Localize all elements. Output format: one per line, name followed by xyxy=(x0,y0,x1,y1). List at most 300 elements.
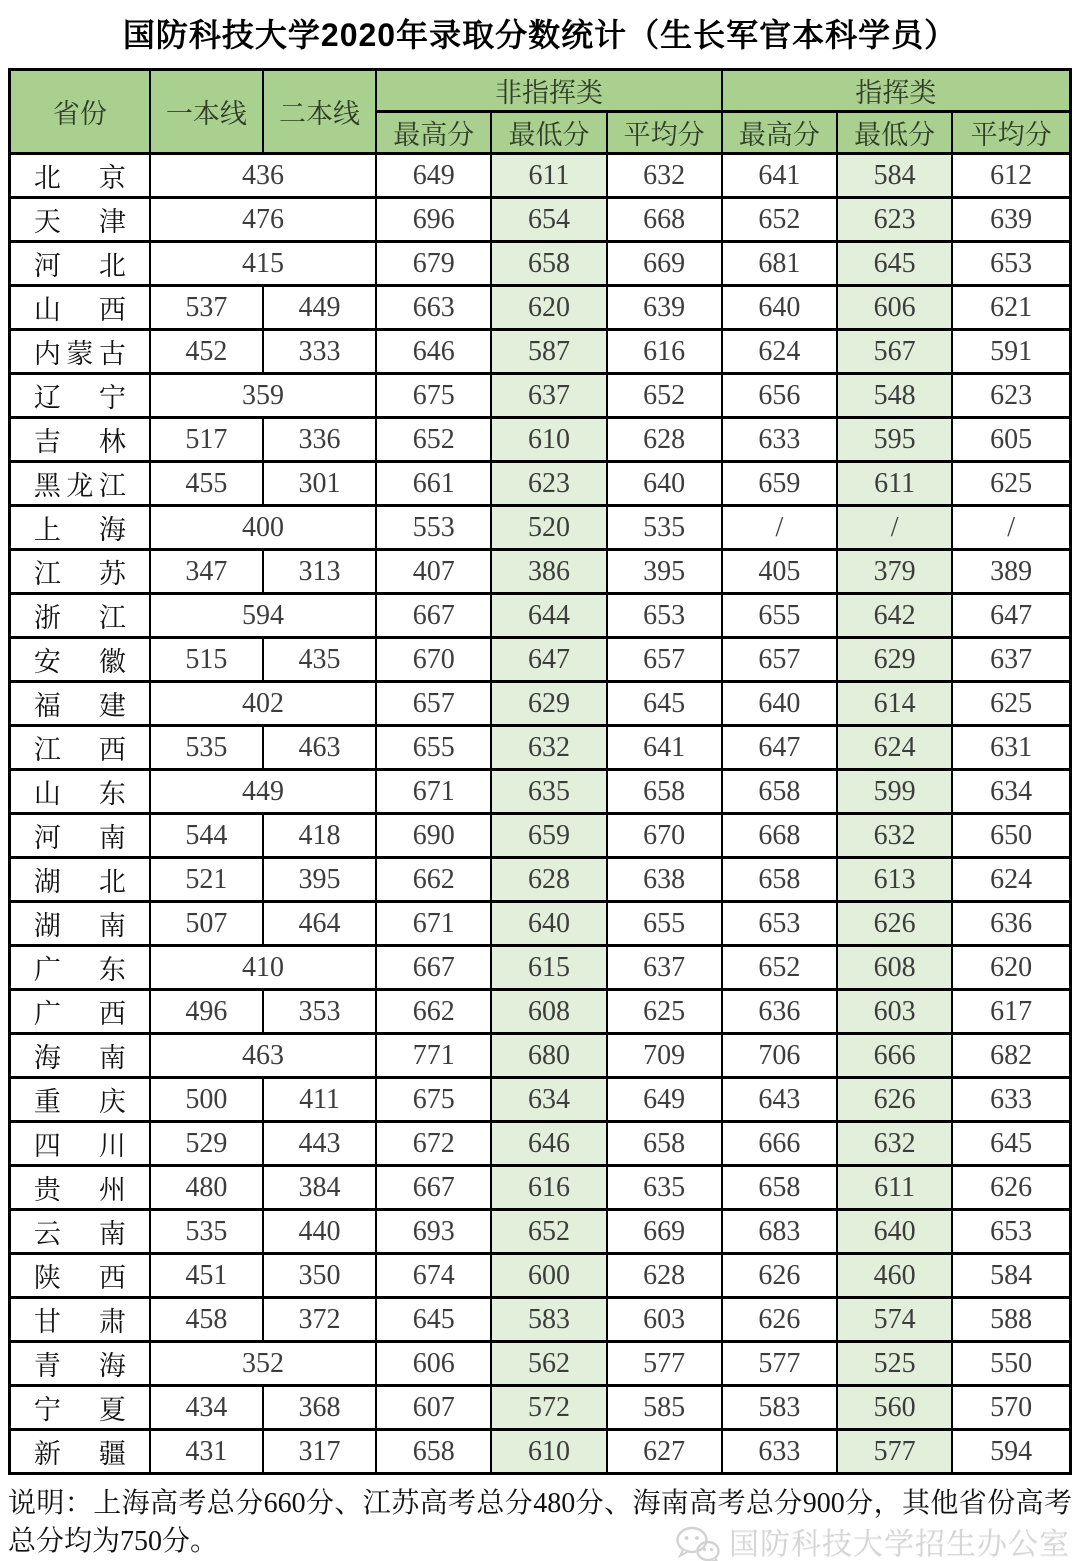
table-row xyxy=(10,1166,1071,1210)
score-cell: 641 xyxy=(722,154,837,198)
province-cell xyxy=(10,286,150,330)
score-cell: 626 xyxy=(837,1078,952,1122)
header-c-avg: 平均分 xyxy=(952,112,1070,154)
province-name: 宁夏 xyxy=(33,1395,126,1425)
score-cell: 605 xyxy=(952,418,1070,462)
score-cell: 683 xyxy=(722,1210,837,1254)
score-cell: 771 xyxy=(376,1034,491,1078)
watermark xyxy=(675,1525,1070,1561)
line2-cell: 440 xyxy=(263,1210,376,1254)
score-cell: 654 xyxy=(491,198,606,242)
province-cell xyxy=(10,1386,150,1430)
score-cell: 639 xyxy=(607,286,722,330)
score-cell: 614 xyxy=(837,682,952,726)
score-cell: 658 xyxy=(722,770,837,814)
score-cell: 606 xyxy=(376,1342,491,1386)
line1-cell: 535 xyxy=(150,1210,263,1254)
score-cell: 623 xyxy=(491,462,606,506)
table-row xyxy=(10,330,1071,374)
score-cell: / xyxy=(837,506,952,550)
line2-cell: 395 xyxy=(263,858,376,902)
score-cell: 520 xyxy=(491,506,606,550)
line2-cell: 336 xyxy=(263,418,376,462)
province-cell xyxy=(10,550,150,594)
province-name: 浙江 xyxy=(33,603,126,633)
score-cell: 653 xyxy=(722,902,837,946)
score-cell: 407 xyxy=(376,550,491,594)
table-row xyxy=(10,1430,1071,1474)
score-cell: 637 xyxy=(491,374,606,418)
score-cell: 647 xyxy=(952,594,1070,638)
score-cell: 632 xyxy=(607,154,722,198)
score-cell: 616 xyxy=(491,1166,606,1210)
province-name: 海南 xyxy=(33,1043,126,1073)
score-cell: 640 xyxy=(607,462,722,506)
province-cell xyxy=(10,1254,150,1298)
line2-cell: 443 xyxy=(263,1122,376,1166)
score-cell: 625 xyxy=(952,462,1070,506)
score-cell: 608 xyxy=(491,990,606,1034)
score-cell: 637 xyxy=(952,638,1070,682)
line2-cell: 333 xyxy=(263,330,376,374)
score-cell: 570 xyxy=(952,1386,1070,1430)
province-cell xyxy=(10,946,150,990)
score-cell: 627 xyxy=(607,1430,722,1474)
score-cell: 610 xyxy=(491,1430,606,1474)
score-cell: 525 xyxy=(837,1342,952,1386)
score-cell: 633 xyxy=(722,1430,837,1474)
province-cell xyxy=(10,990,150,1034)
table-row xyxy=(10,770,1071,814)
score-cell: 628 xyxy=(607,418,722,462)
line1-cell: 521 xyxy=(150,858,263,902)
province-name: 辽宁 xyxy=(33,383,126,413)
line2-cell: 353 xyxy=(263,990,376,1034)
score-cell: 669 xyxy=(607,1210,722,1254)
score-cell: 574 xyxy=(837,1298,952,1342)
score-cell: 646 xyxy=(491,1122,606,1166)
province-cell xyxy=(10,1342,150,1386)
province-name: 河南 xyxy=(33,823,126,853)
province-cell xyxy=(10,1034,150,1078)
line2-cell: 384 xyxy=(263,1166,376,1210)
score-cell: 675 xyxy=(376,374,491,418)
score-cell: 567 xyxy=(837,330,952,374)
score-cell: / xyxy=(952,506,1070,550)
header-c-max: 最高分 xyxy=(722,112,837,154)
score-cell: 611 xyxy=(837,462,952,506)
province-cell xyxy=(10,506,150,550)
table-row xyxy=(10,1298,1071,1342)
score-cell: 658 xyxy=(607,770,722,814)
score-cell: 667 xyxy=(376,1166,491,1210)
line2-cell: 368 xyxy=(263,1386,376,1430)
score-cell: 635 xyxy=(491,770,606,814)
table-row xyxy=(10,682,1071,726)
scores-table xyxy=(8,68,1072,1475)
score-cell: 682 xyxy=(952,1034,1070,1078)
score-cell: 644 xyxy=(491,594,606,638)
score-cell: 611 xyxy=(491,154,606,198)
line2-cell: 435 xyxy=(263,638,376,682)
province-name: 陕西 xyxy=(33,1263,126,1293)
province-name: 山西 xyxy=(33,295,126,325)
score-cell: 616 xyxy=(607,330,722,374)
province-name: 青海 xyxy=(33,1351,126,1381)
score-cell: / xyxy=(722,506,837,550)
score-cell: 572 xyxy=(491,1386,606,1430)
score-cell: 632 xyxy=(837,814,952,858)
province-cell xyxy=(10,1430,150,1474)
score-cell: 663 xyxy=(376,286,491,330)
line1-cell: 500 xyxy=(150,1078,263,1122)
score-cell: 645 xyxy=(376,1298,491,1342)
score-cell: 662 xyxy=(376,990,491,1034)
score-cell: 661 xyxy=(376,462,491,506)
line2-cell: 411 xyxy=(263,1078,376,1122)
line1-cell: 544 xyxy=(150,814,263,858)
score-cell: 652 xyxy=(376,418,491,462)
line1-cell: 517 xyxy=(150,418,263,462)
table-row xyxy=(10,1254,1071,1298)
score-cell: 591 xyxy=(952,330,1070,374)
score-cell: 640 xyxy=(722,682,837,726)
line1-cell: 496 xyxy=(150,990,263,1034)
score-cell: 628 xyxy=(607,1254,722,1298)
score-cell: 583 xyxy=(491,1298,606,1342)
line2-cell: 317 xyxy=(263,1430,376,1474)
score-cell: 649 xyxy=(607,1078,722,1122)
score-cell: 405 xyxy=(722,550,837,594)
score-cell: 636 xyxy=(722,990,837,1034)
score-cell: 662 xyxy=(376,858,491,902)
line2-cell: 464 xyxy=(263,902,376,946)
table-header xyxy=(10,70,1071,154)
score-cell: 621 xyxy=(952,286,1070,330)
table-row xyxy=(10,1034,1071,1078)
line2-cell: 350 xyxy=(263,1254,376,1298)
score-cell: 667 xyxy=(376,946,491,990)
score-cell: 585 xyxy=(607,1386,722,1430)
score-cell: 647 xyxy=(491,638,606,682)
score-cell: 634 xyxy=(952,770,1070,814)
score-cell: 386 xyxy=(491,550,606,594)
score-cell: 623 xyxy=(952,374,1070,418)
table-row xyxy=(10,1210,1071,1254)
note-text: 说明：上海高考总分660分、江苏高考总分480分、海南高考总分900分，其他省份高考总分均为750分。 xyxy=(8,1488,1072,1557)
score-cell: 638 xyxy=(607,858,722,902)
province-name: 四川 xyxy=(33,1131,126,1161)
header-group-command: 指挥类 xyxy=(722,70,1071,112)
line2-cell: 449 xyxy=(263,286,376,330)
score-cell: 633 xyxy=(952,1078,1070,1122)
score-cell: 650 xyxy=(952,814,1070,858)
table-row xyxy=(10,858,1071,902)
header-c-min: 最低分 xyxy=(837,112,952,154)
merged-line-cell: 449 xyxy=(150,770,376,814)
score-cell: 671 xyxy=(376,902,491,946)
score-cell: 642 xyxy=(837,594,952,638)
province-name: 湖南 xyxy=(33,911,126,941)
score-cell: 634 xyxy=(491,1078,606,1122)
score-cell: 706 xyxy=(722,1034,837,1078)
score-cell: 653 xyxy=(952,242,1070,286)
score-cell: 379 xyxy=(837,550,952,594)
score-cell: 640 xyxy=(837,1210,952,1254)
province-name: 安徽 xyxy=(33,647,126,677)
score-cell: 395 xyxy=(607,550,722,594)
score-cell: 658 xyxy=(722,1166,837,1210)
line1-cell: 507 xyxy=(150,902,263,946)
header-line2: 二本线 xyxy=(263,70,376,154)
score-cell: 655 xyxy=(722,594,837,638)
score-cell: 668 xyxy=(607,198,722,242)
line1-cell: 451 xyxy=(150,1254,263,1298)
province-name: 云南 xyxy=(33,1219,126,1249)
score-cell: 583 xyxy=(722,1386,837,1430)
score-cell: 666 xyxy=(837,1034,952,1078)
province-cell xyxy=(10,814,150,858)
score-cell: 607 xyxy=(376,1386,491,1430)
province-cell xyxy=(10,1122,150,1166)
score-cell: 652 xyxy=(722,198,837,242)
province-name: 山东 xyxy=(33,779,126,809)
score-cell: 671 xyxy=(376,770,491,814)
province-cell xyxy=(10,770,150,814)
score-cell: 624 xyxy=(952,858,1070,902)
province-cell xyxy=(10,154,150,198)
score-cell: 608 xyxy=(837,946,952,990)
province-name: 贵州 xyxy=(33,1175,126,1205)
province-name: 湖北 xyxy=(33,867,126,897)
watermark-label: 国防科技大学招生办公室 xyxy=(729,1528,1070,1561)
score-cell: 647 xyxy=(722,726,837,770)
score-cell: 653 xyxy=(607,594,722,638)
line2-cell: 313 xyxy=(263,550,376,594)
score-cell: 587 xyxy=(491,330,606,374)
province-name: 新疆 xyxy=(33,1439,126,1469)
page-title: 国防科技大学2020年录取分数统计（生长军官本科学员） xyxy=(122,17,958,53)
score-cell: 655 xyxy=(376,726,491,770)
header-nc-max: 最高分 xyxy=(376,112,491,154)
table-row xyxy=(10,814,1071,858)
score-cell: 659 xyxy=(722,462,837,506)
score-cell: 631 xyxy=(952,726,1070,770)
province-cell xyxy=(10,726,150,770)
province-name: 广西 xyxy=(33,999,126,1029)
line1-cell: 480 xyxy=(150,1166,263,1210)
header-group-non-command: 非指挥类 xyxy=(376,70,722,112)
score-cell: 670 xyxy=(376,638,491,682)
score-cell: 611 xyxy=(837,1166,952,1210)
province-cell xyxy=(10,374,150,418)
line1-cell: 529 xyxy=(150,1122,263,1166)
province-name: 江西 xyxy=(33,735,126,765)
score-cell: 643 xyxy=(722,1078,837,1122)
province-name: 北京 xyxy=(33,163,126,193)
merged-line-cell: 476 xyxy=(150,198,376,242)
score-cell: 389 xyxy=(952,550,1070,594)
province-name: 广东 xyxy=(33,955,126,985)
score-cell: 655 xyxy=(607,902,722,946)
province-name: 天津 xyxy=(33,207,126,237)
header-line1: 一本线 xyxy=(150,70,263,154)
score-cell: 679 xyxy=(376,242,491,286)
merged-line-cell: 400 xyxy=(150,506,376,550)
province-cell xyxy=(10,638,150,682)
table-row xyxy=(10,1342,1071,1386)
province-name: 甘肃 xyxy=(33,1307,126,1337)
province-cell xyxy=(10,1210,150,1254)
score-cell: 615 xyxy=(491,946,606,990)
wechat-icon xyxy=(675,1525,721,1561)
merged-line-cell: 594 xyxy=(150,594,376,638)
score-cell: 629 xyxy=(837,638,952,682)
province-cell xyxy=(10,594,150,638)
line1-cell: 434 xyxy=(150,1386,263,1430)
province-cell xyxy=(10,1298,150,1342)
score-cell: 577 xyxy=(607,1342,722,1386)
merged-line-cell: 402 xyxy=(150,682,376,726)
score-cell: 690 xyxy=(376,814,491,858)
score-cell: 603 xyxy=(837,990,952,1034)
score-cell: 632 xyxy=(837,1122,952,1166)
merged-line-cell: 410 xyxy=(150,946,376,990)
score-cell: 629 xyxy=(491,682,606,726)
table-row xyxy=(10,1386,1071,1430)
score-cell: 606 xyxy=(837,286,952,330)
score-cell: 674 xyxy=(376,1254,491,1298)
table-row xyxy=(10,990,1071,1034)
score-cell: 600 xyxy=(491,1254,606,1298)
score-cell: 657 xyxy=(376,682,491,726)
header-row-groups xyxy=(10,70,1071,112)
province-cell xyxy=(10,1078,150,1122)
score-cell: 624 xyxy=(722,330,837,374)
score-cell: 577 xyxy=(722,1342,837,1386)
score-cell: 548 xyxy=(837,374,952,418)
province-name: 福建 xyxy=(33,691,126,721)
score-cell: 625 xyxy=(952,682,1070,726)
merged-line-cell: 359 xyxy=(150,374,376,418)
score-cell: 460 xyxy=(837,1254,952,1298)
score-cell: 646 xyxy=(376,330,491,374)
score-cell: 656 xyxy=(722,374,837,418)
score-cell: 652 xyxy=(491,1210,606,1254)
score-cell: 645 xyxy=(837,242,952,286)
line1-cell: 458 xyxy=(150,1298,263,1342)
score-cell: 709 xyxy=(607,1034,722,1078)
province-name: 吉林 xyxy=(33,427,126,457)
score-cell: 675 xyxy=(376,1078,491,1122)
score-cell: 696 xyxy=(376,198,491,242)
score-cell: 584 xyxy=(952,1254,1070,1298)
line1-cell: 347 xyxy=(150,550,263,594)
score-cell: 640 xyxy=(491,902,606,946)
line1-cell: 535 xyxy=(150,726,263,770)
score-cell: 626 xyxy=(722,1298,837,1342)
score-cell: 577 xyxy=(837,1430,952,1474)
score-cell: 560 xyxy=(837,1386,952,1430)
score-cell: 653 xyxy=(952,1210,1070,1254)
score-cell: 645 xyxy=(607,682,722,726)
line2-cell: 418 xyxy=(263,814,376,858)
province-cell xyxy=(10,902,150,946)
table-row xyxy=(10,594,1071,638)
score-cell: 693 xyxy=(376,1210,491,1254)
score-cell: 633 xyxy=(722,418,837,462)
score-cell: 636 xyxy=(952,902,1070,946)
table-row xyxy=(10,462,1071,506)
table-row xyxy=(10,638,1071,682)
line1-cell: 431 xyxy=(150,1430,263,1474)
merged-line-cell: 415 xyxy=(150,242,376,286)
score-cell: 562 xyxy=(491,1342,606,1386)
merged-line-cell: 463 xyxy=(150,1034,376,1078)
score-cell: 584 xyxy=(837,154,952,198)
merged-line-cell: 436 xyxy=(150,154,376,198)
score-cell: 657 xyxy=(607,638,722,682)
province-name: 河北 xyxy=(33,251,126,281)
score-cell: 535 xyxy=(607,506,722,550)
table-row xyxy=(10,154,1071,198)
line2-cell: 463 xyxy=(263,726,376,770)
line1-cell: 515 xyxy=(150,638,263,682)
province-cell xyxy=(10,462,150,506)
province-cell xyxy=(10,242,150,286)
score-cell: 652 xyxy=(607,374,722,418)
table-row xyxy=(10,418,1071,462)
table-row xyxy=(10,946,1071,990)
score-cell: 668 xyxy=(722,814,837,858)
score-cell: 658 xyxy=(491,242,606,286)
province-cell xyxy=(10,198,150,242)
table-row xyxy=(10,1122,1071,1166)
table-row xyxy=(10,242,1071,286)
province-cell xyxy=(10,330,150,374)
score-cell: 599 xyxy=(837,770,952,814)
score-cell: 658 xyxy=(376,1430,491,1474)
scores-table-body xyxy=(10,154,1071,1474)
province-cell xyxy=(10,1166,150,1210)
score-cell: 613 xyxy=(837,858,952,902)
score-cell: 657 xyxy=(722,638,837,682)
header-province: 省份 xyxy=(10,70,150,154)
score-cell: 667 xyxy=(376,594,491,638)
score-cell: 669 xyxy=(607,242,722,286)
score-cell: 681 xyxy=(722,242,837,286)
table-row xyxy=(10,726,1071,770)
score-cell: 658 xyxy=(722,858,837,902)
table-row xyxy=(10,286,1071,330)
score-cell: 640 xyxy=(722,286,837,330)
province-cell xyxy=(10,858,150,902)
score-cell: 626 xyxy=(952,1166,1070,1210)
table-row xyxy=(10,506,1071,550)
table-row xyxy=(10,1078,1071,1122)
province-name: 内蒙古 xyxy=(33,339,126,369)
table-row xyxy=(10,374,1071,418)
score-cell: 666 xyxy=(722,1122,837,1166)
score-cell: 553 xyxy=(376,506,491,550)
province-cell xyxy=(10,418,150,462)
score-cell: 626 xyxy=(837,902,952,946)
score-cell: 595 xyxy=(837,418,952,462)
score-cell: 680 xyxy=(491,1034,606,1078)
score-cell: 649 xyxy=(376,154,491,198)
score-cell: 632 xyxy=(491,726,606,770)
score-cell: 610 xyxy=(491,418,606,462)
